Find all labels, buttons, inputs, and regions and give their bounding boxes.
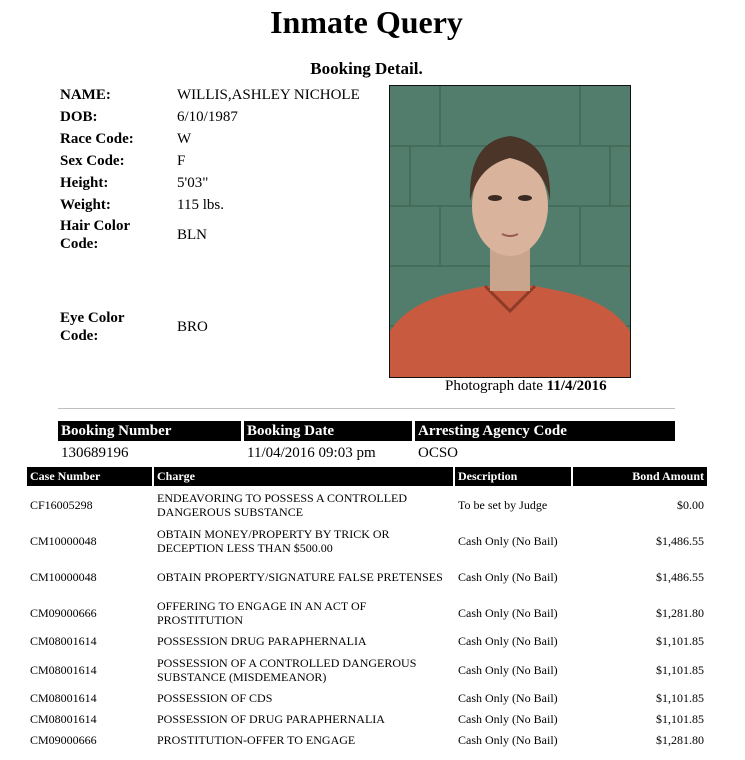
charge-cell: ENDEAVORING TO POSSESS A CONTROLLED DANGEROUS SUBSTANCE xyxy=(157,491,408,519)
bond-amount-cell: $1,281.80 xyxy=(656,733,704,747)
dob-value: 6/10/1987 xyxy=(177,109,238,125)
eye-color-value: BRO xyxy=(177,319,208,335)
charge-cell: PROSTITUTION-OFFER TO ENGAGE xyxy=(157,733,356,747)
charge-row xyxy=(0,561,745,593)
description-cell: Cash Only (No Bail) xyxy=(458,733,558,747)
bond-amount-cell: $0.00 xyxy=(677,498,704,512)
photo-caption-label: Photograph date xyxy=(445,378,543,394)
case-number-cell: CM10000048 xyxy=(30,570,97,584)
eye-color-label: Eye Color Code: xyxy=(60,310,125,344)
charge-cell: OBTAIN MONEY/PROPERTY BY TRICK OR DECEPTION LESS THAN $500.00 xyxy=(157,527,390,555)
description-cell: Cash Only (No Bail) xyxy=(458,691,558,705)
booking-photo xyxy=(389,85,631,378)
bond-amount-cell: $1,486.55 xyxy=(656,534,704,548)
charge-cell: POSSESSION OF DRUG PARAPHERNALIA xyxy=(157,712,385,726)
bond-amount-cell: $1,486.55 xyxy=(656,570,704,584)
booking-date-value: 11/04/2016 09:03 pm xyxy=(247,445,376,461)
charge-row xyxy=(0,597,745,629)
name-value: WILLIS,ASHLEY NICHOLE xyxy=(177,87,360,103)
section-divider xyxy=(58,408,675,409)
description-header: Description xyxy=(455,467,571,486)
description-cell: Cash Only (No Bail) xyxy=(458,634,558,648)
weight-value: 115 lbs. xyxy=(177,197,224,213)
case-number-header: Case Number xyxy=(27,467,152,486)
case-number-cell: CF16005298 xyxy=(30,498,93,512)
bond-amount-cell: $1,281.80 xyxy=(656,606,704,620)
booking-date-header: Booking Date xyxy=(244,421,412,441)
charge-row xyxy=(0,731,745,749)
bond-amount-cell: $1,101.85 xyxy=(656,691,704,705)
charge-row xyxy=(0,710,745,728)
sex-code-label: Sex Code: xyxy=(60,153,125,169)
charge-row xyxy=(0,632,745,650)
charge-cell: OFFERING TO ENGAGE IN AN ACT OF PROSTITUTION xyxy=(157,599,367,627)
description-cell: Cash Only (No Bail) xyxy=(458,712,558,726)
case-number-cell: CM08001614 xyxy=(30,691,97,705)
booking-number-header: Booking Number xyxy=(58,421,241,441)
charge-cell: OBTAIN PROPERTY/SIGNATURE FALSE PRETENSES xyxy=(157,570,443,584)
charge-row xyxy=(0,654,745,686)
bond-amount-cell: $1,101.85 xyxy=(656,663,704,677)
page-subtitle: Booking Detail. xyxy=(310,59,423,78)
charge-cell: POSSESSION DRUG PARAPHERNALIA xyxy=(157,634,367,648)
charge-cell: POSSESSION OF CDS xyxy=(157,691,273,705)
height-label: Height: xyxy=(60,175,109,191)
description-cell: Cash Only (No Bail) xyxy=(458,663,558,677)
charge-header: Charge xyxy=(154,467,453,486)
case-number-cell: CM08001614 xyxy=(30,663,97,677)
charge-row xyxy=(0,525,745,557)
hair-color-value: BLN xyxy=(177,227,207,243)
case-number-cell: CM09000666 xyxy=(30,606,97,620)
arresting-agency-value: OCSO xyxy=(418,445,459,461)
race-code-value: W xyxy=(177,131,192,147)
bond-amount-header: Bond Amount xyxy=(573,467,707,486)
charge-cell: POSSESSION OF A CONTROLLED DANGEROUS SUBSTANCE (MISDEMEANOR) xyxy=(157,656,417,684)
name-label: NAME: xyxy=(60,87,111,103)
case-number-cell: CM08001614 xyxy=(30,712,97,726)
case-number-cell: CM09000666 xyxy=(30,733,97,747)
photo-caption xyxy=(445,378,607,395)
case-number-cell: CM10000048 xyxy=(30,534,97,548)
case-number-cell: CM08001614 xyxy=(30,634,97,648)
booking-number-value: 130689196 xyxy=(61,445,129,461)
description-cell: Cash Only (No Bail) xyxy=(458,534,558,548)
sex-code-value: F xyxy=(177,153,186,169)
description-cell: Cash Only (No Bail) xyxy=(458,570,558,584)
charge-row xyxy=(0,489,745,521)
arresting-agency-header: Arresting Agency Code xyxy=(415,421,675,441)
page-title: Inmate Query xyxy=(270,4,463,40)
charge-row xyxy=(0,689,745,707)
bond-amount-cell: $1,101.85 xyxy=(656,712,704,726)
description-cell: Cash Only (No Bail) xyxy=(458,606,558,620)
photo-date: 11/4/2016 xyxy=(546,378,607,394)
race-code-label: Race Code: xyxy=(60,131,134,147)
booking-photo-graphic xyxy=(390,86,630,377)
weight-label: Weight: xyxy=(60,197,111,213)
bond-amount-cell: $1,101.85 xyxy=(656,634,704,648)
hair-color-label: Hair Color Code: xyxy=(60,218,130,252)
description-cell: To be set by Judge xyxy=(458,498,548,512)
height-value: 5'03" xyxy=(177,175,209,191)
dob-label: DOB: xyxy=(60,109,98,125)
